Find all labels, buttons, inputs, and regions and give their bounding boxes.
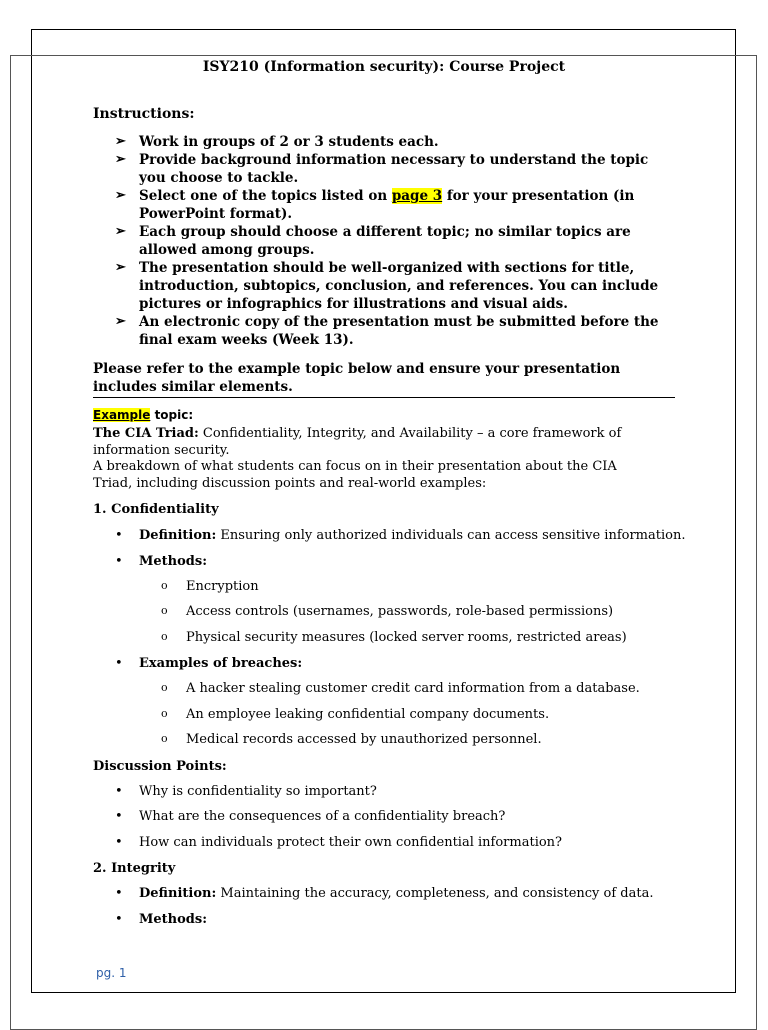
instruction-item: ➢ The presentation should be well-organized with sections for title, introduction, subtopics, conclusion, and references. You can include pictures or infographics for illustrations and visual aids.	[115, 260, 659, 312]
arrow-bullet-icon: ➢	[115, 188, 126, 203]
bullet-icon: •	[115, 809, 123, 824]
instructions-heading: Instructions:	[93, 106, 195, 122]
bullet-icon: •	[115, 912, 123, 927]
instruction-item: ➢ Select one of the topics listed on page 3 for your presentation (in PowerPoint format).	[115, 188, 635, 222]
bullet-icon: •	[115, 554, 123, 569]
arrow-bullet-icon: ➢	[115, 260, 126, 275]
instructions-list	[93, 133, 675, 349]
arrow-bullet-icon: ➢	[115, 152, 126, 167]
circle-bullet-icon: o	[161, 579, 168, 592]
cia-triad-intro: The CIA Triad: Confidentiality, Integrity, and Availability – a core framework of information security.	[93, 426, 622, 458]
bullet-icon: •	[115, 784, 123, 799]
page-3-link[interactable]: page 3	[391, 188, 443, 204]
section-heading-integrity: 2. Integrity	[93, 861, 176, 876]
instruction-item: ➢ Provide background information necessary to understand the topic you choose to tackle.	[115, 152, 649, 186]
circle-bullet-icon: o	[161, 604, 168, 617]
instruction-item: ➢ Work in groups of 2 or 3 students each.	[115, 134, 439, 150]
section-heading-confidentiality: 1. Confidentiality	[93, 502, 219, 517]
example-topic-label: Example topic:	[93, 408, 194, 422]
bullet-icon: •	[115, 886, 123, 901]
arrow-bullet-icon: ➢	[115, 314, 126, 329]
arrow-bullet-icon: ➢	[115, 134, 126, 149]
arrow-bullet-icon: ➢	[115, 224, 126, 239]
refer-note: Please refer to the example topic below and ensure your presentation includes similar elements.	[93, 361, 621, 395]
breakdown-paragraph: A breakdown of what students can focus on in their presentation about the CIA Triad, including discussion points and real-world examples:	[93, 459, 617, 491]
instruction-item: ➢ An electronic copy of the presentation must be submitted before the final exam weeks (Week 13).	[115, 314, 659, 348]
example-highlight: Example	[93, 408, 151, 422]
horizontal-rule	[93, 397, 675, 398]
instruction-item: ➢ Each group should choose a different topic; no similar topics are allowed among groups.	[115, 224, 631, 258]
bullet-icon: •	[115, 835, 123, 850]
circle-bullet-icon: o	[161, 681, 168, 694]
bullet-icon: •	[115, 528, 123, 543]
circle-bullet-icon: o	[161, 630, 168, 643]
document-title: ISY210 (Information security): Course Project	[202, 59, 566, 75]
circle-bullet-icon: o	[161, 732, 168, 745]
circle-bullet-icon: o	[161, 707, 168, 720]
page-number: pg. 1	[96, 966, 127, 980]
discussion-points-heading: Discussion Points:	[93, 759, 227, 774]
bullet-icon: •	[115, 656, 123, 671]
